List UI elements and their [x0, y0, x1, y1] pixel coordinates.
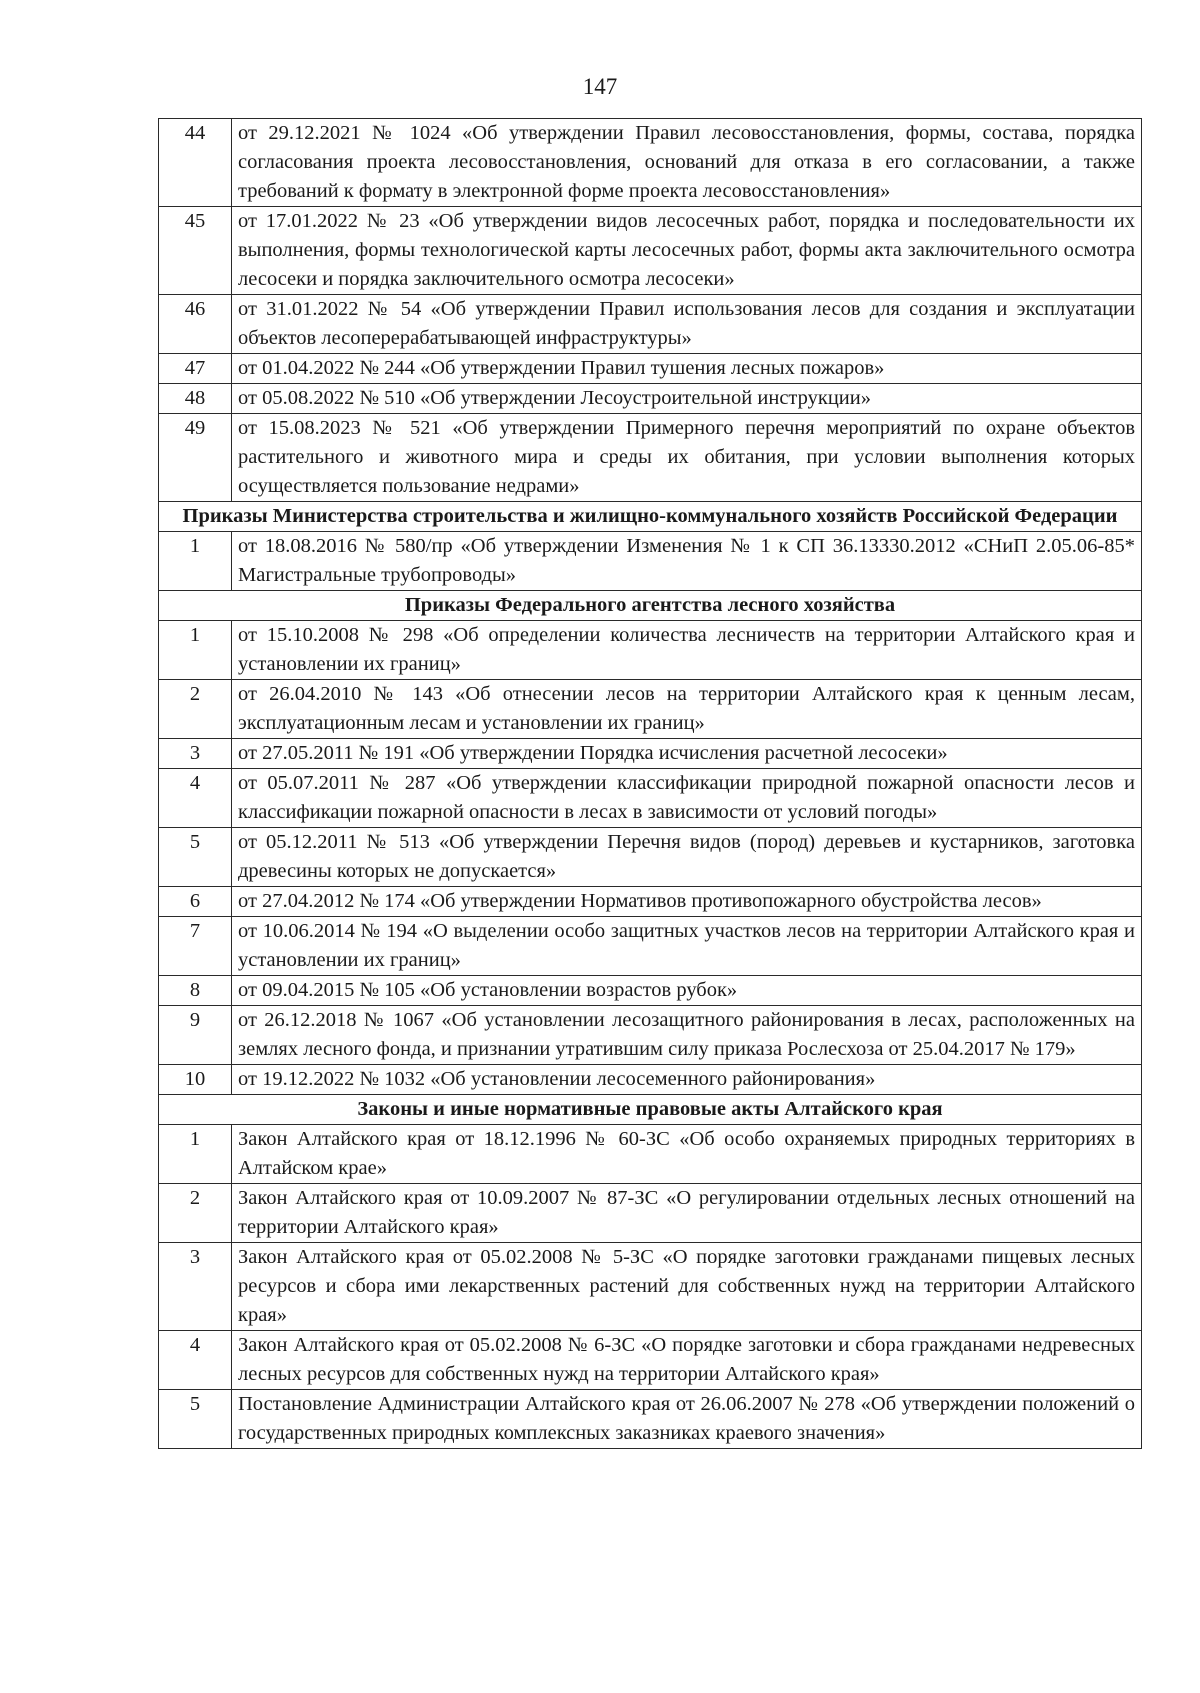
table-row	[159, 976, 1142, 1006]
row-text: от 26.04.2010 № 143 «Об отнесении лесов на территории Алтайского края к ценным лесам, эксплуатационным лесам и установлении их границ»	[232, 680, 1142, 739]
row-number: 3	[159, 1243, 232, 1331]
row-text: от 15.08.2023 № 521 «Об утверждении Примерного перечня мероприятий по охране объектов растительного и животного мира и среды их обитания, при условии выполнения которых осуществляется пользование недрами»	[232, 414, 1142, 502]
table-row	[159, 1184, 1142, 1243]
row-text: Закон Алтайского края от 18.12.1996 № 60-ЗС «Об особо охраняемых природных территориях в Алтайском крае»	[232, 1125, 1142, 1184]
row-text: от 19.12.2022 № 1032 «Об установлении лесосеменного районирования»	[232, 1065, 1142, 1095]
row-number: 1	[159, 621, 232, 680]
row-number: 2	[159, 680, 232, 739]
row-number: 47	[159, 354, 232, 384]
table-row	[159, 769, 1142, 828]
row-text: от 29.12.2021 № 1024 «Об утверждении Правил лесовосстановления, формы, состава, порядка согласования проекта лесовосстановления, оснований для отказа в его согласовании, а также требований к формату в электронной форме проекта лесовосстановления»	[232, 119, 1142, 207]
table-row	[159, 887, 1142, 917]
page-number: 147	[582, 74, 618, 99]
row-number: 48	[159, 384, 232, 414]
legal-acts-table	[158, 118, 1142, 1449]
row-number: 4	[159, 769, 232, 828]
row-text: от 05.07.2011 № 287 «Об утверждении классификации природной пожарной опасности лесов и классификации пожарной опасности в лесах в зависимости от условий погоды»	[232, 769, 1142, 828]
table-row	[159, 828, 1142, 887]
row-number: 45	[159, 207, 232, 295]
row-number: 10	[159, 1065, 232, 1095]
row-text: от 27.05.2011 № 191 «Об утверждении Порядка исчисления расчетной лесосеки»	[232, 739, 1142, 769]
row-text: от 17.01.2022 № 23 «Об утверждении видов лесосечных работ, порядка и последовательности их выполнения, формы технологической карты лесосечных работ, формы акта заключительного осмотра лесосеки и порядка заключительного осмотра лесосеки»	[232, 207, 1142, 295]
section-heading-row	[159, 1095, 1142, 1125]
table-row	[159, 917, 1142, 976]
row-text: от 10.06.2014 № 194 «О выделении особо защитных участков лесов на территории Алтайского края и установлении их границ»	[232, 917, 1142, 976]
row-text: от 27.04.2012 № 174 «Об утверждении Нормативов противопожарного обустройства лесов»	[232, 887, 1142, 917]
row-text: Закон Алтайского края от 05.02.2008 № 6-ЗС «О порядке заготовки и сбора гражданами недревесных лесных ресурсов для собственных нужд на территории Алтайского края»	[232, 1331, 1142, 1390]
table-row	[159, 1331, 1142, 1390]
table-row	[159, 621, 1142, 680]
table-row	[159, 295, 1142, 354]
row-number: 2	[159, 1184, 232, 1243]
row-text: от 18.08.2016 № 580/пр «Об утверждении Изменения № 1 к СП 36.13330.2012 «СНиП 2.05.06-85* Магистральные трубопроводы»	[232, 532, 1142, 591]
table-row	[159, 1065, 1142, 1095]
row-number: 7	[159, 917, 232, 976]
row-text: от 05.08.2022 № 510 «Об утверждении Лесоустроительной инструкции»	[232, 384, 1142, 414]
section-heading-row	[159, 591, 1142, 621]
section-heading-row	[159, 502, 1142, 532]
table-row	[159, 739, 1142, 769]
row-number: 44	[159, 119, 232, 207]
row-number: 1	[159, 1125, 232, 1184]
section-heading: Приказы Министерства строительства и жилищно-коммунального хозяйств Российской Федерации	[159, 502, 1142, 532]
row-text: от 31.01.2022 № 54 «Об утверждении Правил использования лесов для создания и эксплуатации объектов лесоперерабатывающей инфраструктуры»	[232, 295, 1142, 354]
row-text: от 01.04.2022 № 244 «Об утверждении Правил тушения лесных пожаров»	[232, 354, 1142, 384]
row-text: Закон Алтайского края от 10.09.2007 № 87-ЗС «О регулировании отдельных лесных отношений на территории Алтайского края»	[232, 1184, 1142, 1243]
row-number: 6	[159, 887, 232, 917]
row-number: 8	[159, 976, 232, 1006]
row-number: 5	[159, 828, 232, 887]
table-row	[159, 532, 1142, 591]
table-row	[159, 680, 1142, 739]
table-row	[159, 1243, 1142, 1331]
section-heading: Приказы Федерального агентства лесного хозяйства	[159, 591, 1142, 621]
table-row	[159, 1390, 1142, 1449]
row-text: Закон Алтайского края от 05.02.2008 № 5-ЗС «О порядке заготовки гражданами пищевых лесных ресурсов и сбора ими лекарственных растений для собственных нужд на территории Алтайского края»	[232, 1243, 1142, 1331]
table-row	[159, 414, 1142, 502]
row-number: 49	[159, 414, 232, 502]
row-number: 1	[159, 532, 232, 591]
row-text: от 26.12.2018 № 1067 «Об установлении лесозащитного районирования в лесах, расположенных на землях лесного фонда, и признании утратившим силу приказа Рослесхоза от 25.04.2017 № 179»	[232, 1006, 1142, 1065]
table-row	[159, 1006, 1142, 1065]
table-row	[159, 119, 1142, 207]
row-number: 9	[159, 1006, 232, 1065]
row-number: 46	[159, 295, 232, 354]
table-row	[159, 384, 1142, 414]
row-number: 4	[159, 1331, 232, 1390]
row-text: Постановление Администрации Алтайского края от 26.06.2007 № 278 «Об утверждении положений о государственных природных комплексных заказниках краевого значения»	[232, 1390, 1142, 1449]
table-row	[159, 207, 1142, 295]
table-row	[159, 354, 1142, 384]
table-row	[159, 1125, 1142, 1184]
row-text: от 15.10.2008 № 298 «Об определении количества лесничеств на территории Алтайского края и установлении их границ»	[232, 621, 1142, 680]
row-number: 3	[159, 739, 232, 769]
section-heading: Законы и иные нормативные правовые акты Алтайского края	[159, 1095, 1142, 1125]
row-text: от 09.04.2015 № 105 «Об установлении возрастов рубок»	[232, 976, 1142, 1006]
row-text: от 05.12.2011 № 513 «Об утверждении Перечня видов (пород) деревьев и кустарников, заготовка древесины которых не допускается»	[232, 828, 1142, 887]
row-number: 5	[159, 1390, 232, 1449]
